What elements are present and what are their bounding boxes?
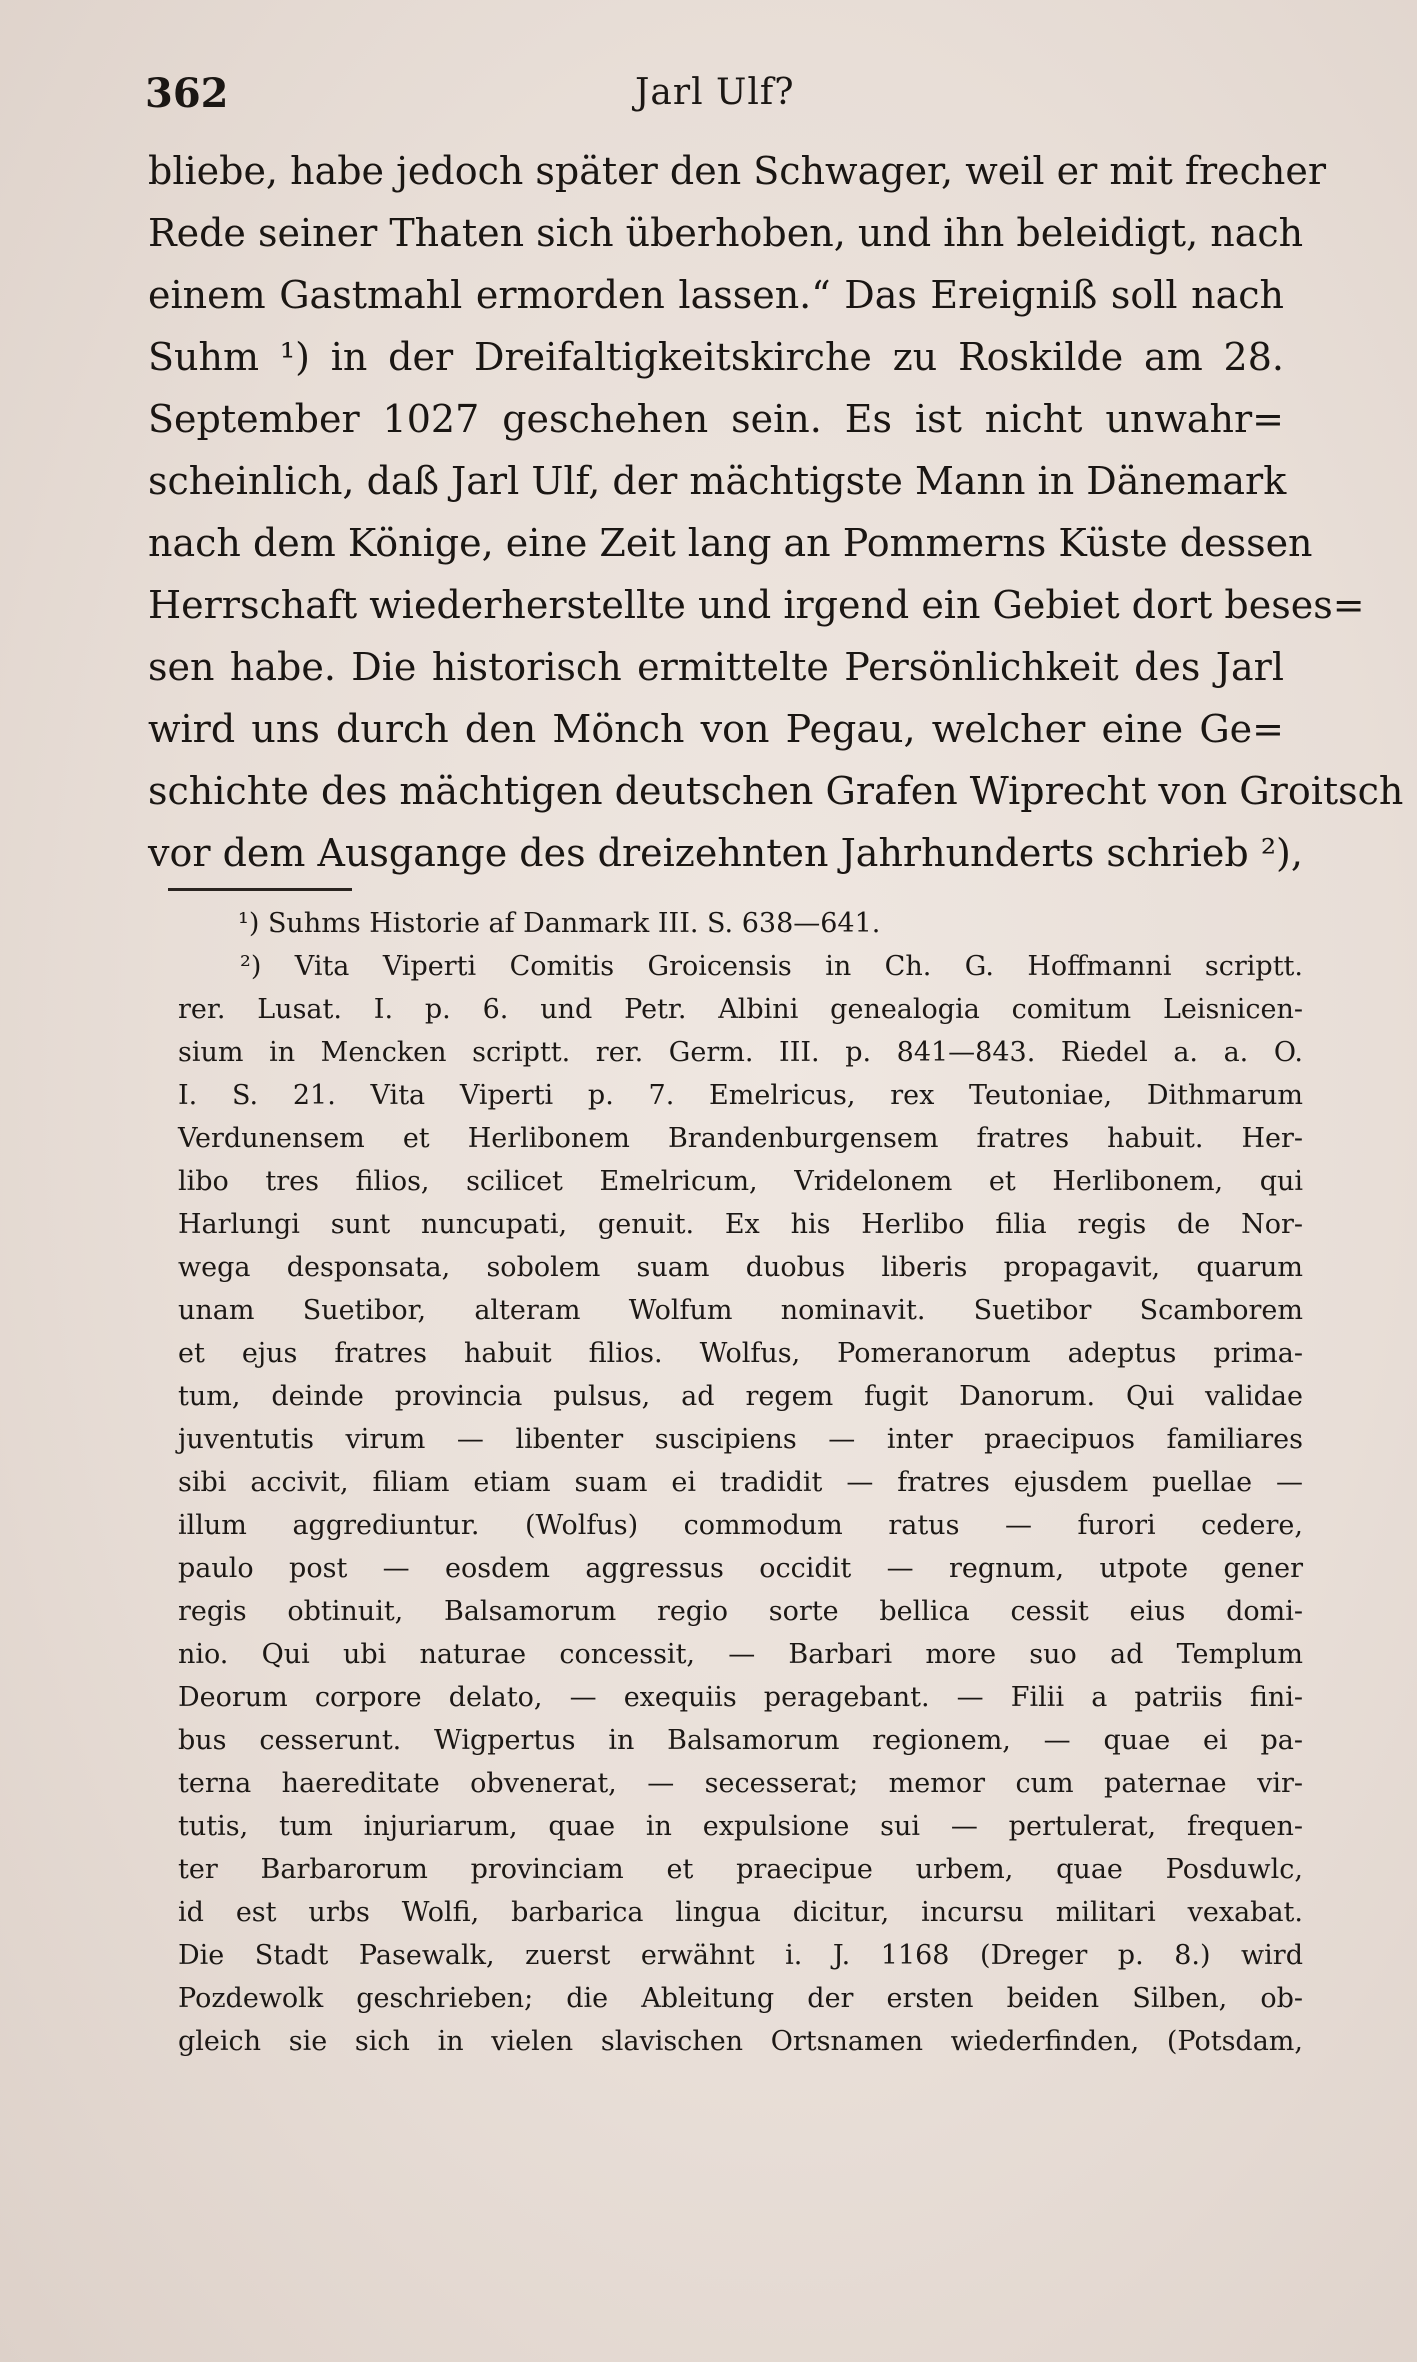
footnote-line: paulo post — eosdem aggressus occidit — regnum, utpote gener — [178, 1553, 1303, 1584]
footnote-line: rer. Lusat. I. p. 6. und Petr. Albini genealogia comitum Leisnicen- — [178, 994, 1303, 1025]
footnote-line: unam Suetibor, alteram Wolfum nominavit. Suetibor Scamborem — [178, 1295, 1303, 1326]
text-line: Rede seiner Thaten sich überhoben, und ihn beleidigt, nach — [148, 211, 1304, 255]
text-line: September 1027 geschehen sein. Es ist nicht unwahr= — [148, 397, 1284, 441]
footnote-line: Deorum corpore delato, — exequiis peragebant. — Filii a patriis fini- — [178, 1682, 1303, 1713]
text-line: Herrschaft wiederherstellte und irgend ein Gebiet dort beses= — [148, 583, 1365, 627]
footnote-line: ter Barbarorum provinciam et praecipue urbem, quae Posduwlc, — [178, 1854, 1303, 1885]
footnote-line: I. S. 21. Vita Viperti p. 7. Emelricus, rex Teutoniae, Dithmarum — [178, 1080, 1303, 1111]
text-line: schichte des mächtigen deutschen Grafen Wiprecht von Groitsch — [148, 769, 1404, 813]
text-line: wird uns durch den Mönch von Pegau, welcher eine Ge= — [148, 707, 1284, 751]
footnote-line: bus cesserunt. Wigpertus in Balsamorum regionem, — quae ei pa- — [178, 1725, 1303, 1756]
footnote-line: sium in Mencken scriptt. rer. Germ. III. p. 841—843. Riedel a. a. O. — [178, 1037, 1303, 1068]
footnote-line: regis obtinuit, Balsamorum regio sorte bellica cessit eius domi- — [178, 1596, 1303, 1627]
text-line: nach dem Könige, eine Zeit lang an Pommerns Küste dessen — [148, 521, 1313, 565]
footnote-line: illum aggrediuntur. (Wolfus) commodum ratus — furori cedere, — [178, 1510, 1303, 1541]
page-header — [145, 70, 1275, 130]
text-line: sen habe. Die historisch ermittelte Persönlichkeit des Jarl — [148, 645, 1284, 689]
footnote-line: ¹) Suhms Historie af Danmark III. S. 638—641. — [238, 908, 881, 939]
footnote-line: nio. Qui ubi naturae concessit, — Barbari more suo ad Templum — [178, 1639, 1303, 1670]
footnote-line: sibi accivit, filiam etiam suam ei tradidit — fratres ejusdem puellae — — [178, 1467, 1303, 1498]
main-text-block — [148, 140, 1404, 884]
footnote-line: libo tres filios, scilicet Emelricum, Vridelonem et Herlibonem, qui — [178, 1166, 1303, 1197]
footnote-line: et ejus fratres habuit filios. Wolfus, Pomeranorum adeptus prima- — [178, 1338, 1303, 1369]
footnote-line: Die Stadt Pasewalk, zuerst erwähnt i. J. 1168 (Dreger p. 8.) wird — [178, 1940, 1303, 1971]
text-line: Suhm ¹) in der Dreifaltigkeitskirche zu Roskilde am 28. — [148, 335, 1284, 379]
text-line: einem Gastmahl ermorden lassen.“ Das Ereigniß soll nach — [148, 273, 1284, 317]
footnote-line: id est urbs Wolfi, barbarica lingua dicitur, incursu militari vexabat. — [178, 1897, 1303, 1928]
footnote-separator-rule — [168, 888, 352, 891]
text-line: scheinlich, daß Jarl Ulf, der mächtigste Mann in Dänemark — [148, 459, 1287, 503]
running-head: Jarl Ulf? — [635, 72, 795, 113]
footnote-line: gleich sie sich in vielen slavischen Ortsnamen wiederfinden, (Potsdam, — [178, 2026, 1303, 2057]
footnote-line: ²) Vita Viperti Comitis Groicensis in Ch. G. Hoffmanni scriptt. — [240, 951, 1303, 982]
footnotes-block — [178, 902, 1303, 2063]
footnote-line: Pozdewolk geschrieben; die Ableitung der ersten beiden Silben, ob- — [178, 1983, 1303, 2014]
text-line: vor dem Ausgange des dreizehnten Jahrhunderts schrieb ²), — [148, 831, 1303, 875]
footnote-line: terna haereditate obvenerat, — secesserat; memor cum paternae vir- — [178, 1768, 1303, 1799]
footnote-line: juventutis virum — libenter suscipiens — inter praecipuos familiares — [178, 1424, 1303, 1455]
footnote-line: tum, deinde provincia pulsus, ad regem fugit Danorum. Qui validae — [178, 1381, 1303, 1412]
text-line: bliebe, habe jedoch später den Schwager, weil er mit frecher — [148, 149, 1326, 193]
footnote-line: wega desponsata, sobolem suam duobus liberis propagavit, quarum — [178, 1252, 1303, 1283]
page-number: 362 — [145, 70, 229, 117]
footnote-line: Verdunensem et Herlibonem Brandenburgensem fratres habuit. Her- — [178, 1123, 1303, 1154]
footnote-line: Harlungi sunt nuncupati, genuit. Ex his Herlibo filia regis de Nor- — [178, 1209, 1303, 1240]
footnote-line: tutis, tum injuriarum, quae in expulsione sui — pertulerat, frequen- — [178, 1811, 1303, 1842]
